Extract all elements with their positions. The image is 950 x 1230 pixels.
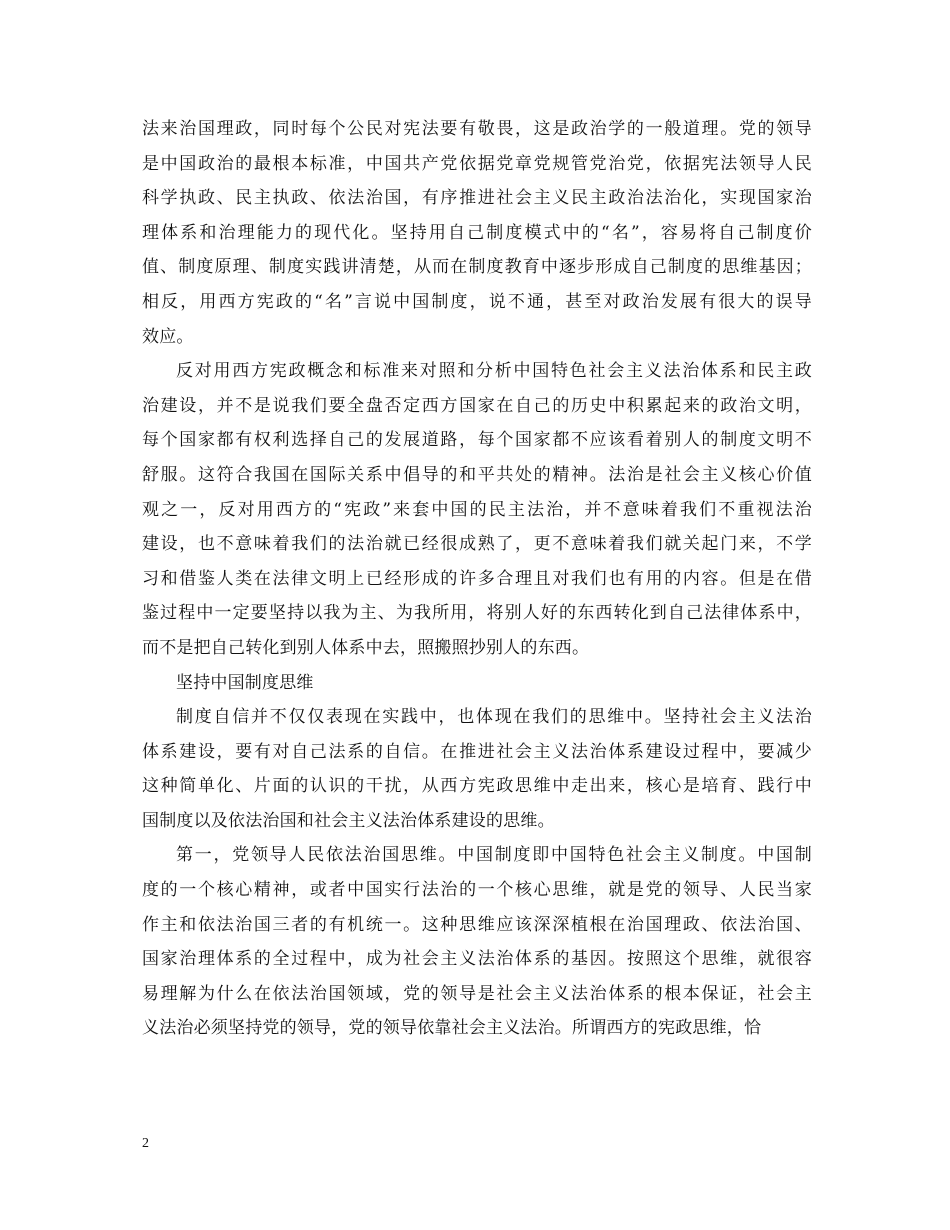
text-line: 科学执政、民主执政、依法治国，有序推进社会主义民主政治法治化，实现国家治	[142, 188, 812, 209]
text-line: 这种简单化、片面的认识的干扰，从西方宪政思维中走出来，核心是培育、践行中	[142, 776, 812, 797]
paragraph	[142, 112, 812, 354]
text-line: 习和借鉴人类在法律文明上已经形成的许多合理且对我们也有用的内容。但是在借	[142, 568, 812, 589]
text-line: 每个国家都有权利选择自己的发展道路，每个国家都不应该看着别人的制度文明不	[142, 430, 812, 451]
text-line: 治建设，并不是说我们要全盘否定西方国家在自己的历史中积累起来的政治文明，	[142, 395, 812, 416]
paragraph	[142, 700, 812, 838]
document-body	[142, 112, 812, 1046]
paragraph	[142, 354, 812, 665]
text-line: 第一，党领导人民依法治国思维。中国制度即中国特色社会主义制度。中国制	[176, 845, 812, 866]
text-line: 国制度以及依法治国和社会主义法治体系建设的思维。	[142, 810, 555, 831]
text-line: 制度自信并不仅仅表现在实践中，也体现在我们的思维中。坚持社会主义法治	[176, 707, 812, 728]
text-line: 义法治必须坚持党的领导，党的领导依靠社会主义法治。所谓西方的宪政思维，恰	[142, 1018, 762, 1039]
text-line: 鉴过程中一定要坚持以我为主、为我所用，将别人好的东西转化到自己法律体系中，	[142, 603, 812, 624]
text-line: 舒服。这符合我国在国际关系中倡导的和平共处的精神。法治是社会主义核心价值	[142, 464, 812, 485]
text-line: 建设，也不意味着我们的法治就已经很成熟了，更不意味着我们就关起门来，不学	[142, 534, 812, 555]
text-line: 反对用西方宪政概念和标准来对照和分析中国特色社会主义法治体系和民主政	[176, 361, 812, 382]
text-line: 度的一个核心精神，或者中国实行法治的一个核心思维，就是党的领导、人民当家	[142, 880, 812, 901]
text-line: 国家治理体系的全过程中，成为社会主义法治体系的基因。按照这个思维，就很容	[142, 949, 812, 970]
text-line: 相反，用西方宪政的“名”言说中国制度，说不通，甚至对政治发展有很大的误导	[142, 291, 812, 312]
section-heading	[142, 666, 812, 701]
heading-text: 坚持中国制度思维	[176, 672, 314, 693]
text-line: 体系建设，要有对自己法系的自信。在推进社会主义法治体系建设过程中，要减少	[142, 741, 812, 762]
text-line: 观之一，反对用西方的“宪政”来套中国的民主法治，并不意味着我们不重视法治	[142, 499, 812, 520]
page-number: 2	[142, 1136, 149, 1151]
text-line: 法来治国理政，同时每个公民对宪法要有敬畏，这是政治学的一般道理。党的领导	[142, 119, 812, 139]
text-line: 而不是把自己转化到别人体系中去，照搬照抄别人的东西。	[142, 637, 590, 658]
text-line: 作主和依法治国三者的有机统一。这种思维应该深深植根在治国理政、依法治国、	[142, 914, 812, 935]
text-line: 效应。	[142, 326, 194, 347]
text-line: 值、制度原理、制度实践讲清楚，从而在制度教育中逐步形成自己制度的思维基因；	[142, 257, 812, 278]
text-line: 理体系和治理能力的现代化。坚持用自己制度模式中的“名”，容易将自己制度价	[142, 222, 812, 243]
text-line: 是中国政治的最根本标准，中国共产党依据党章党规管党治党，依据宪法领导人民	[142, 153, 812, 174]
paragraph	[142, 838, 812, 1046]
text-line: 易理解为什么在依法治国领域，党的领导是社会主义法治体系的根本保证，社会主	[142, 983, 812, 1004]
